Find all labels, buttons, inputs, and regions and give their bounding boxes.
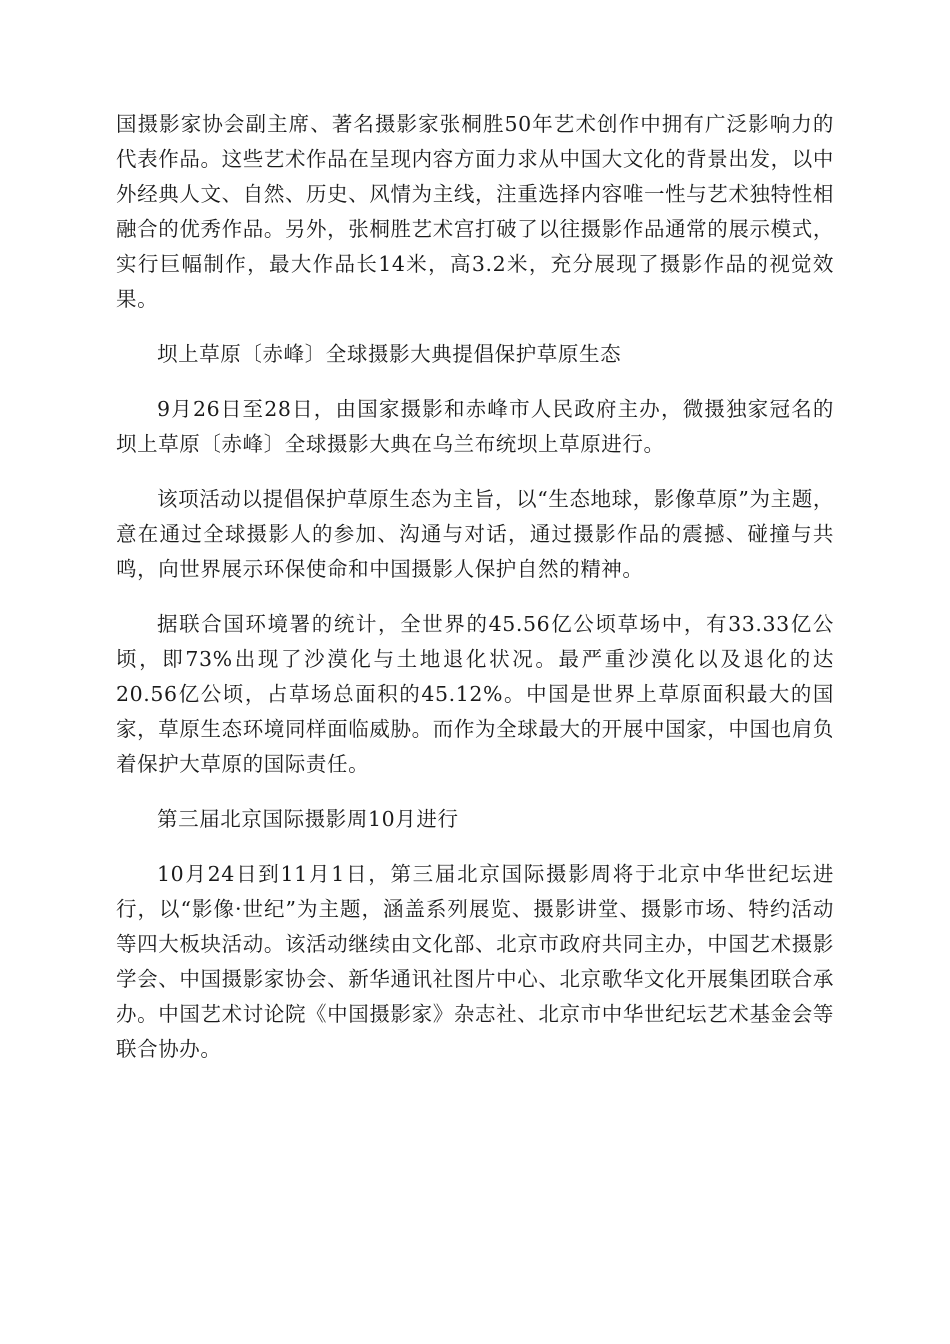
paragraph-festival-theme: 该项活动以提倡保护草原生态为主旨，以“生态地球，影像草原”为主题，意在通过全球摄影人的参加、沟通与对话，通过摄影作品的震撼、碰撞与共鸣，向世界展示环保使命和中国摄影人保护自然的精神。 (116, 487, 834, 581)
heading-beijing-photo-week: 第三届北京国际摄影周10月进行 (157, 807, 459, 831)
document-body (116, 107, 834, 1087)
paragraph-desertification-stats: 据联合国环境署的统计，全世界的45.56亿公顷草场中，有33.33亿公顷，即73%出现了沙漠化与土地退化状况。最严重沙漠化以及退化的达20.56亿公顷，占草场总面积的45.12%。中国是世界上草原面积最大的国家，草原生态环境同样面临威胁。而作为全球最大的开展中国家，中国也肩负着保护大草原的国际责任。 (116, 612, 834, 776)
heading-grassland-photo-festival: 坝上草原〔赤峰〕全球摄影大典提倡保护草原生态 (157, 342, 622, 366)
paragraph-festival-dates: 9月26日至28日，由国家摄影和赤峰市人民政府主办，微摄独家冠名的坝上草原〔赤峰〕全球摄影大典在乌兰布统坝上草原进行。 (116, 397, 834, 456)
paragraph-photo-week-details: 10月24日到11月1日，第三届北京国际摄影周将于北京中华世纪坛进行，以“影像·世纪”为主题，涵盖系列展览、摄影讲堂、摄影市场、特约活动等四大板块活动。该活动继续由文化部、北京市政府共同主办，中国艺术摄影学会、中国摄影家协会、新华通讯社图片中心、北京歌华文化开展集团联合承办。中国艺术讨论院《中国摄影家》杂志社、北京市中华世纪坛艺术基金会等联合协办。 (116, 862, 834, 1061)
paragraph-photographer-works: 国摄影家协会副主席、著名摄影家张桐胜50年艺术创作中拥有广泛影响力的代表作品。这些艺术作品在呈现内容方面力求从中国大文化的背景出发，以中外经典人文、自然、历史、风情为主线，注重选择内容唯一性与艺术独特性相融合的优秀作品。另外，张桐胜艺术宫打破了以往摄影作品通常的展示模式，实行巨幅制作，最大作品长14米，高3.2米，充分展现了摄影作品的视觉效果。 (116, 112, 834, 311)
